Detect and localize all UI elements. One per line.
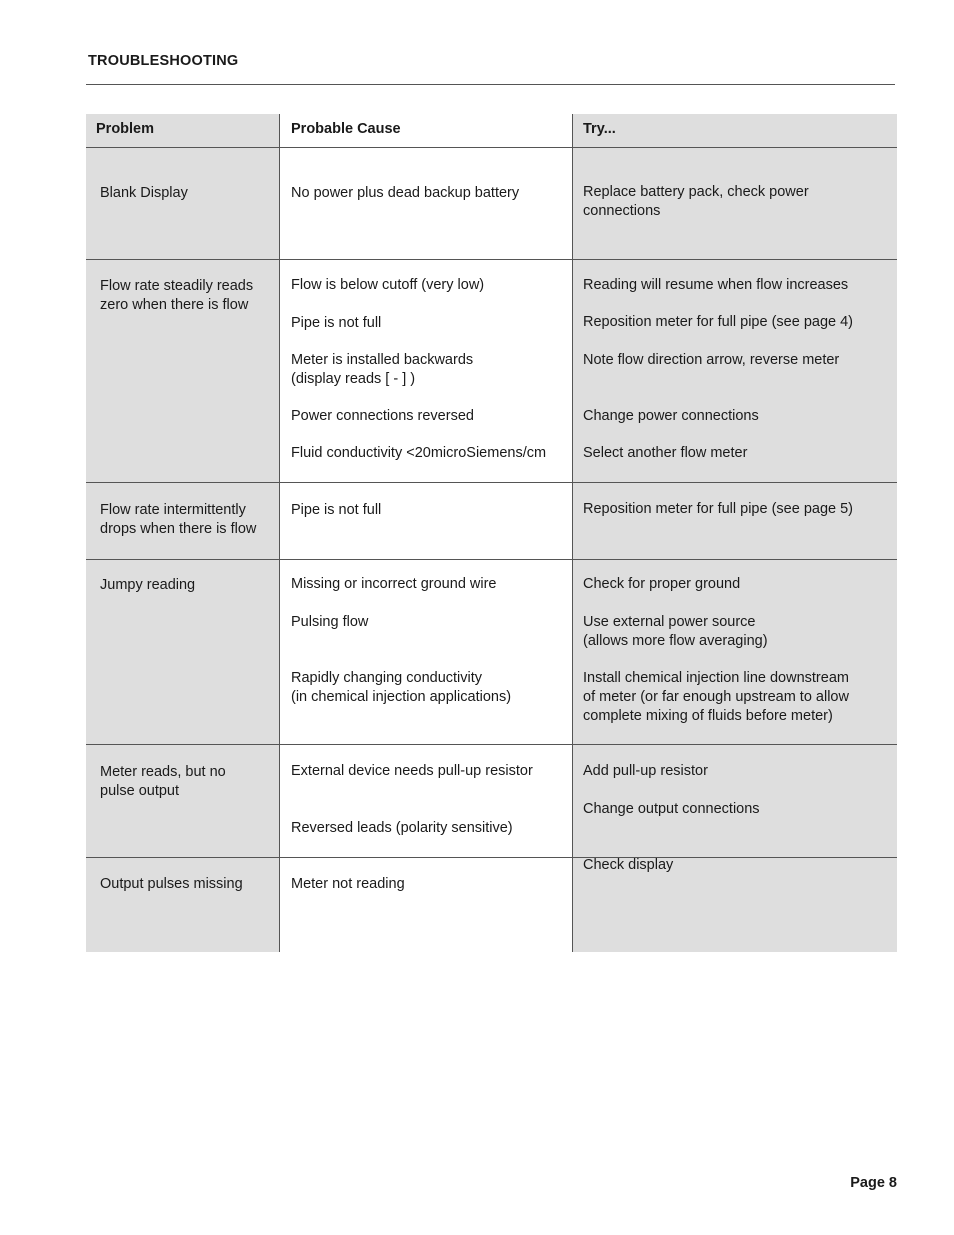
problem-cell [86, 260, 280, 482]
try-text: Replace battery pack, check power connections [583, 184, 809, 219]
cause-text: Flow is below cutoff (very low) [291, 277, 485, 293]
problem-text: Flow rate steadily reads zero when there is flow [100, 278, 254, 313]
cause-text: Rapidly changing conductivity (in chemical injection applications) [291, 670, 512, 705]
problem-text: Blank Display [100, 185, 188, 201]
cause-text: Pulsing flow [291, 614, 369, 630]
problem-cell [86, 148, 280, 259]
try-text: Change power connections [583, 408, 759, 424]
column-header: Try... [583, 121, 616, 137]
cause-cell [280, 745, 573, 857]
try-text: Use external power source (allows more flow averaging) [583, 614, 768, 649]
cause-text: Meter is installed backwards (display reads [ - ] ) [291, 352, 474, 387]
cause-text: No power plus dead backup battery [291, 185, 520, 201]
try-text: Select another flow meter [583, 445, 748, 461]
table-row [86, 148, 897, 260]
cause-text: Power connections reversed [291, 408, 474, 424]
page-number: Page 8 [850, 1175, 897, 1191]
try-text: Add pull-up resistor [583, 763, 708, 779]
column-header: Problem [96, 121, 155, 137]
try-cell [573, 148, 897, 259]
table-row [86, 560, 897, 745]
problem-text: Meter reads, but no pulse output [100, 764, 226, 799]
try-text: Reading will resume when flow increases [583, 277, 849, 293]
column-header: Probable Cause [291, 121, 401, 137]
try-text: Note flow direction arrow, reverse meter [583, 352, 840, 368]
cause-cell [280, 148, 573, 259]
problem-text: Jumpy reading [100, 577, 196, 593]
header-cell-problem [86, 114, 280, 147]
cause-text: Pipe is not full [291, 315, 382, 331]
try-text: Check display [583, 857, 674, 873]
problem-cell [86, 745, 280, 857]
cause-text: Meter not reading [291, 876, 405, 892]
cause-text: Pipe is not full [291, 502, 382, 518]
table-header-row [86, 114, 897, 148]
try-text: Reposition meter for full pipe (see page 5) [583, 501, 854, 517]
try-cell [573, 560, 897, 744]
problem-text: Flow rate intermittently drops when there is flow [100, 502, 257, 537]
cause-text: Fluid conductivity <20microSiemens/cm [291, 445, 547, 461]
problem-cell [86, 858, 280, 952]
table-row [86, 260, 897, 483]
header-rule [86, 84, 895, 85]
cause-cell [280, 483, 573, 559]
cause-cell [280, 560, 573, 744]
header-cell-cause [280, 114, 573, 147]
cause-cell [280, 260, 573, 482]
problem-cell [86, 483, 280, 559]
table-row [86, 745, 897, 858]
try-cell [573, 260, 897, 482]
problem-text: Output pulses missing [100, 876, 243, 892]
table-row [86, 483, 897, 560]
table-row [86, 858, 897, 952]
try-text: Install chemical injection line downstream of meter (or far enough upstream to allow complete mixing of fluids before meter) [583, 670, 849, 724]
header-cell-try [573, 114, 897, 147]
problem-cell [86, 560, 280, 744]
cause-cell [280, 858, 573, 952]
try-text: Reposition meter for full pipe (see page 4) [583, 314, 854, 330]
cause-text: Reversed leads (polarity sensitive) [291, 820, 513, 836]
try-text: Check for proper ground [583, 576, 741, 592]
cause-text: Missing or incorrect ground wire [291, 576, 497, 592]
try-cell [573, 858, 897, 952]
cause-text: External device needs pull-up resistor [291, 763, 533, 779]
section-title: TROUBLESHOOTING [88, 53, 239, 69]
try-text: Change output connections [583, 801, 760, 817]
try-cell [573, 483, 897, 559]
try-cell [573, 745, 897, 857]
